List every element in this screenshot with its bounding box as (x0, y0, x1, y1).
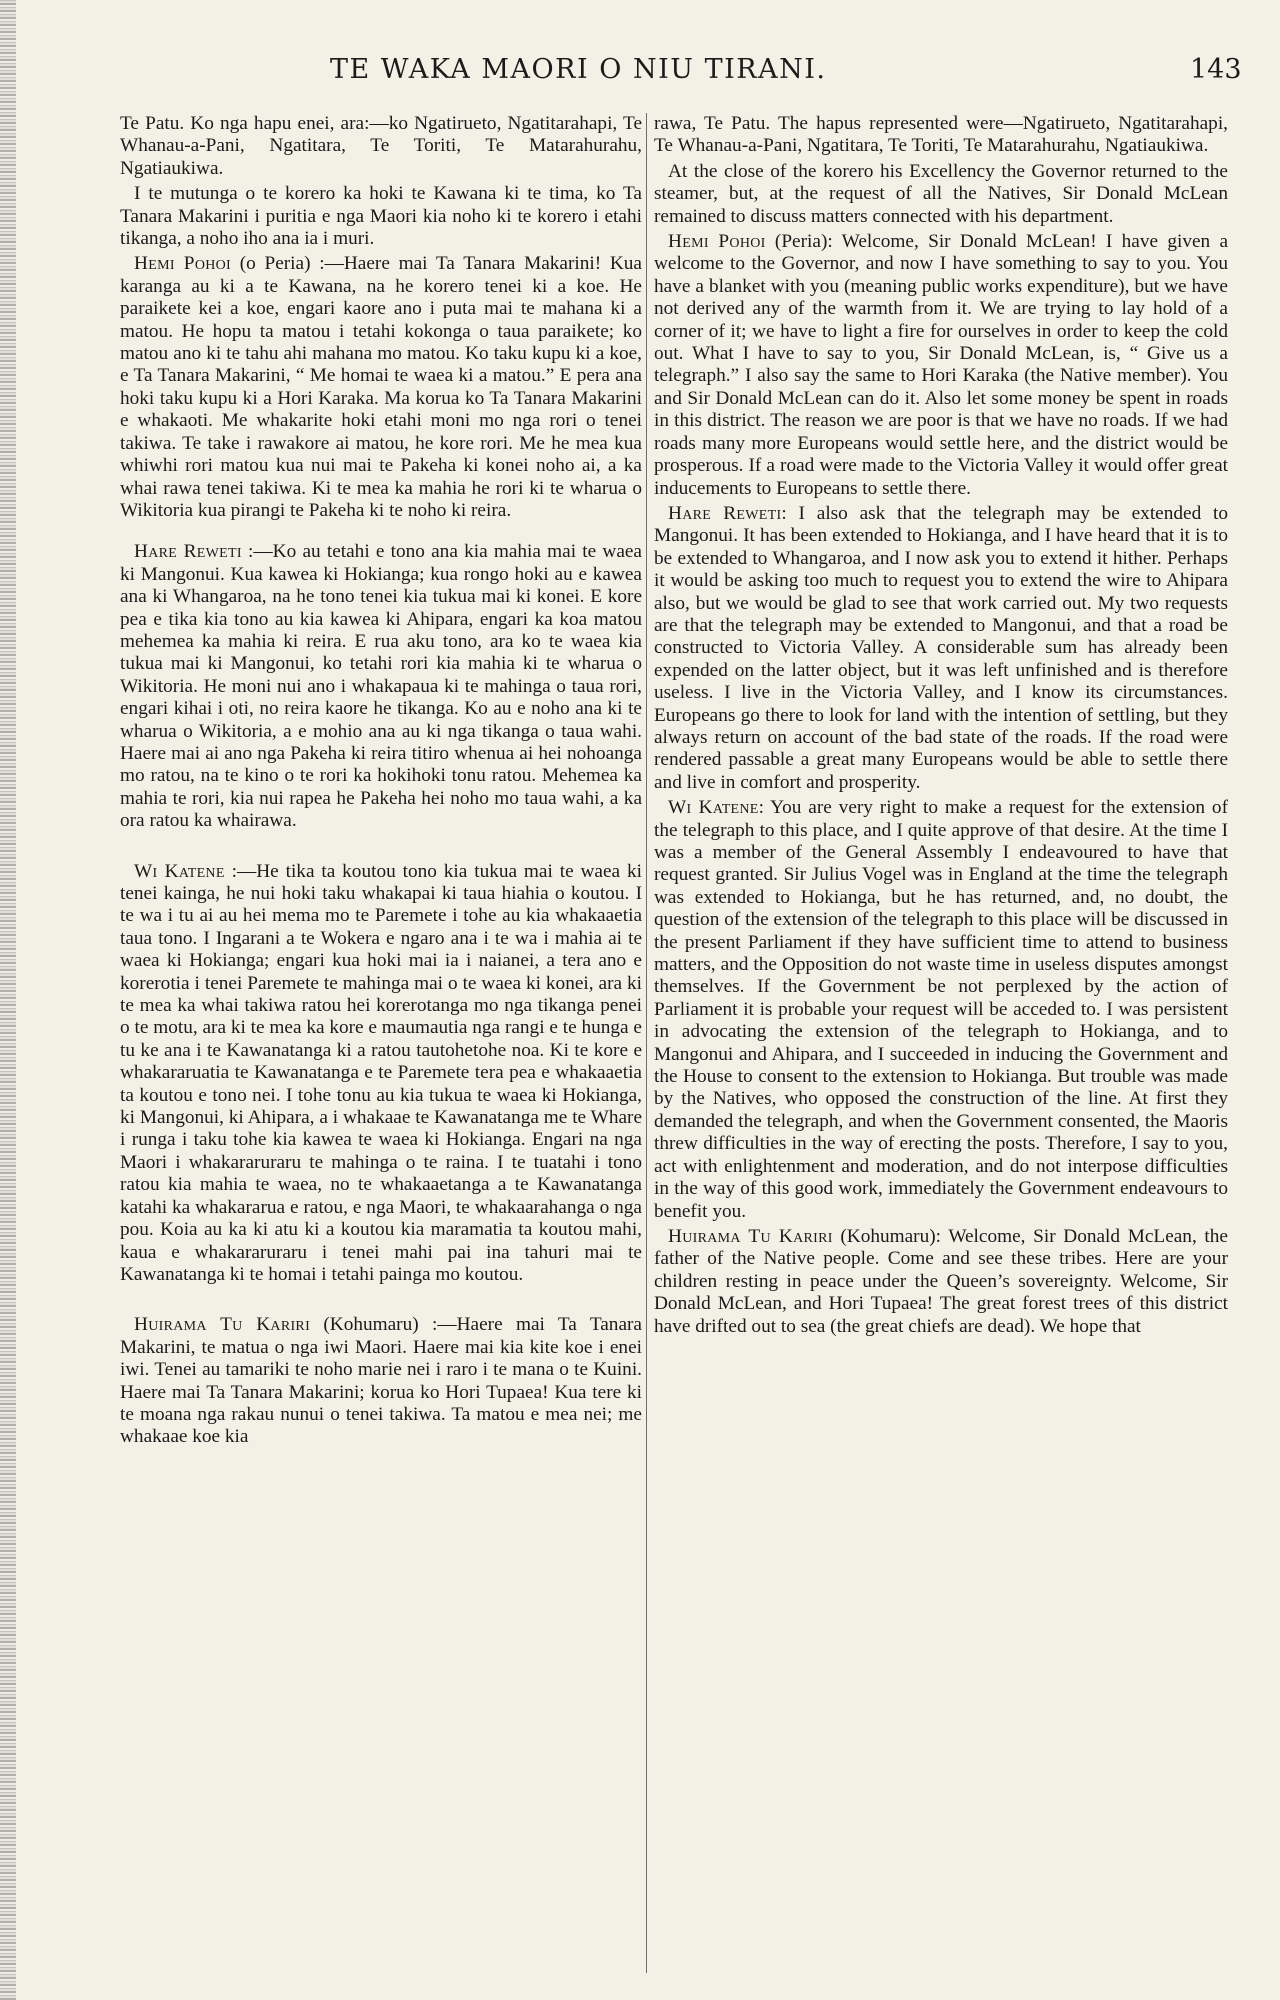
page-number: 143 (1190, 54, 1242, 85)
speaker-name: Hemi Pohoi (668, 231, 766, 253)
paragraph: Huirama Tu Kariri (Kohumaru) :—Haere mai Ta Tanara Makarini, te matua o nga iwi Maori. Haere mai kia kite koe i enei iwi. Tenei au tamariki te noho marie nei i raro i te mana o te Kuini. Haere mai Ta Tanara Makarini; korua ko Hori Tupaea! Kua tere ki te moana nga rakau nunui o tenei takiwa. Ta matou e mea nei; me whakaae koe kia (120, 1314, 642, 1448)
paragraph: At the close of the korero his Excellency the Governor returned to the steamer, but, at the request of all the Natives, Sir Donald McLean remained to discuss matters connected with his department. (654, 160, 1228, 227)
paragraph: I te mutunga o te korero ka hoki te Kawana ki te tima, ko Ta Tanara Makarini i puritia e nga Maori kia noho ki te korero i etahi tikanga, a noho iho ana ia i muri. (120, 183, 642, 250)
running-title: TE WAKA MAORI O NIU TIRANI. (330, 54, 827, 85)
paragraph: Hare Reweti: I also ask that the telegraph may be extended to Mangonui. It has been extended to Hokianga, and I have heard that it is to be extended to Whangaroa, and I now ask you to extend it hither. Perhaps it would be asking too much to request you to extend the wire to Ahipara also, but we would be glad to see that work carried out. My two requests are that the telegraph may be extended to Mangonui, and that a road be constructed to Victoria Valley. A considerable sum has already been expended on the latter object, but it was left unfinished and is therefore useless. I live in the Victoria Valley, and I know its circumstances. Europeans go there to look for land with the intention of settling, but they always return on account of the bad state of the roads. If the road were rendered passable a great many Europeans would be able to settle there and live in comfort and prosperity. (654, 502, 1228, 793)
speaker-name: Wi Katene (134, 860, 225, 882)
speaker-name: Wi Katene (668, 797, 759, 819)
paragraph: Wi Katene: You are very right to make a request for the extension of the telegraph to this place, and I quite approve of that desire. At the time I was a member of the General Assembly I endeavoured to have that request granted. Sir Julius Vogel was in England at the time the telegraph was extended to Hokianga, but he has returned, and, no doubt, the question of the extension of the telegraph to this place will be discussed in the present Parliament if they have sufficient time to attend to business matters, and the Opposition do not waste time in useless disputes amongst themselves. If the Government be not perplexed by the action of Parliament it is probable your request will be acceded to. I was persistent in advocating the extension of the telegraph to Hokianga, and to Mangonui and Ahipara, and I succeeded in inducing the Government and the House to consent to the extension to Hokianga. But trouble was made by the Natives, who opposed the construction of the line. At first they demanded the telegraph, and when the Government consented, the Maoris threw difficulties in the way of erecting the posts. Therefore, I say to you, act with enlightenment and moderation, and do not interpose difficulties in the way of this good work, immediately the Government endeavours to benefit you. (654, 797, 1228, 1222)
speaker-name: Huirama Tu Kariri (668, 1225, 833, 1247)
paragraph: Hemi Pohoi (o Peria) :—Haere mai Ta Tanara Makarini! Kua karanga au ki a te Kawana, na he korero tenei ki a koe. He paraikete kei a koe, engari kaore ano i puta mai te mahana ki a matou. He hopu ta matou i tetahi kokonga o taua paraikete; ko matou ano ki te tahu ahi mahana mo matou. Ko taku kupu ki a koe, e Ta Tanara Makarini, “ Me homai te waea ki a matou.” E pera ana hoki taku kupu ki a Hori Karaka. Ma korua ko Ta Tanara Makarini e whakaoti. Me whakarite hoki etahi moni mo nga rori o tenei takiwa. Te take i rawakore ai matou, he kore rori. Me he mea kua whiwhi rori matou kua nui mai te Pakeha ki konei noho ai, a ka whai rawa tenei takiwa. Ki te mea ka mahia he rori ki te wharua o Wikitoria kua pirangi te Pakeha ki te noho ki reira. (120, 253, 642, 521)
paragraph: Te Patu. Ko nga hapu enei, ara:—ko Ngatirueto, Ngatitarahapi, Te Whanau-a-Pani, Ngatitara, Te Toriti, Te Matarahurahu, Ngatiaukiwa. (120, 113, 642, 179)
maori-column (120, 113, 642, 1978)
paragraph: Wi Katene :—He tika ta koutou tono kia tukua mai te waea ki tenei kainga, he nui hoki taku whakapai ki taua hiahia o koutou. I te wa i tu ai au hei mema mo te Paremete i tohe au kia whakaaetia taua tono. I Ingarani a te Wokera e ngaro ana i te wa i mahia ai te waea ki Hokianga; engari kua hoki mai ia i naianei, a tera ano e korerotia i tenei Paremete te mahinga mai o te waea ki konei, ara ki te mea ka whai takiwa ratou hei korerotanga mo nga tikanga penei o te motu, ara ki te mea ka kore e maumautia nga rangi e te hunga e tu ke ana i te Kawanatanga ki a ratou tautohetohe noa. Ki te kore e whakararuatia te Kawanatanga e te Paremete tera pea e whakaaetia ta koutou e tono nei. I tohe tonu au kia tukua te waea ki Hokianga, ki Mangonui, ki Ahipara, a i whakaae te Kawanatanga me te Whare i runga i taku tohe kia kawea te waea ki Hokianga. Engari na nga Maori i whakararuraru te mahinga o te raina. I te tuatahi i tono ratou kia mahia te waea, no te whakaaetanga a te Kawanatanga katahi ka whakararua e ratou, e nga Maori, te whakaarahanga o nga pou. Koia au ka ki atu ki a koutou kia maramatia ta koutou mahi, kaua e whakararuraru i tenei mahi pai ina tahuri mai te Kawanatanga ki te homai i tetahi painga mo koutou. (120, 860, 642, 1285)
speaker-name: Hare Reweti (668, 502, 782, 524)
speaker-name: Hemi Pohoi (134, 253, 232, 275)
paragraph: Hare Reweti :—Ko au tetahi e tono ana kia mahia mai te waea ki Mangonui. Kua kawea ki Hokianga; kua rongo hoki au e kawea ana ki Whangaroa, na he tono tenei kia tukua mai ki konei. E kore pea e tika kia tono au kia kawea ki Ahipara, engari ka koa matou mehemea ka mahia ki reira. E rua aku tono, ara ko te waea kia tukua mai ki Mangonui, ko tetahi rori kia mahia ki te wharua o Wikitoria. He moni nui ano i whakapaua ki te mahinga o taua rori, engari kihai i oti, no reira kaore he tikanga. Ko au e noho ana ki te wharua o Wikitoria, a e mohio ana au ki nga tikanga o taua wahi. Haere mai ai ano nga Pakeha ki reira titiro whenua ai hei nohoanga mo ratou, na te kino o te rori ka hokihoki tonu ratou. Mehemea ka mahia te rori, kia nui rapea he Pakeha hei noho mo taua wahi, a ka ora ratou ka whairawa. (120, 541, 642, 832)
paragraph: rawa, Te Patu. The hapus represented were—Ngatirueto, Ngatitarahapi, Te Whanau-a-Pani, Ngatitara, Te Toriti, Te Matarahurahu, Ngatiaukiwa. (654, 113, 1228, 157)
english-column (654, 113, 1228, 1978)
speaker-name: Huirama Tu Kariri (134, 1314, 311, 1336)
page-header (0, 54, 1280, 94)
page-binding-edge (0, 0, 16, 2000)
paragraph: Hemi Pohoi (Peria): Welcome, Sir Donald McLean! I have given a welcome to the Governor, and now I have something to say to you. You have a blanket with you (meaning public works expenditure), but we have not derived any of the warmth from it. We are trying to lay hold of a corner of it; we have to light a fire for ourselves in order to keep the cold out. What I have to say to you, Sir Donald McLean, is, “ Give us a telegraph.” I also say the same to Hori Karaka (the Native member). You and Sir Donald McLean can do it. Also let some money be spent in roads in this district. The reason we are poor is that we have no roads. If we had roads many more Europeans would settle here, and the district would be prosperous. If a road were made to the Victoria Valley it would offer great inducements to Europeans to settle there. (654, 231, 1228, 499)
column-rule (646, 113, 647, 1973)
speaker-name: Hare Reweti (134, 541, 242, 563)
paragraph: Huirama Tu Kariri (Kohumaru): Welcome, Sir Donald McLean, the father of the Native people. Come and see these tribes. Here are your children resting in peace under the Queen’s sovereignty. Welcome, Sir Donald McLean, and Hori Tupaea! The great forest trees of this district have drifted out to sea (the great chiefs are dead). We hope that (654, 1225, 1228, 1337)
